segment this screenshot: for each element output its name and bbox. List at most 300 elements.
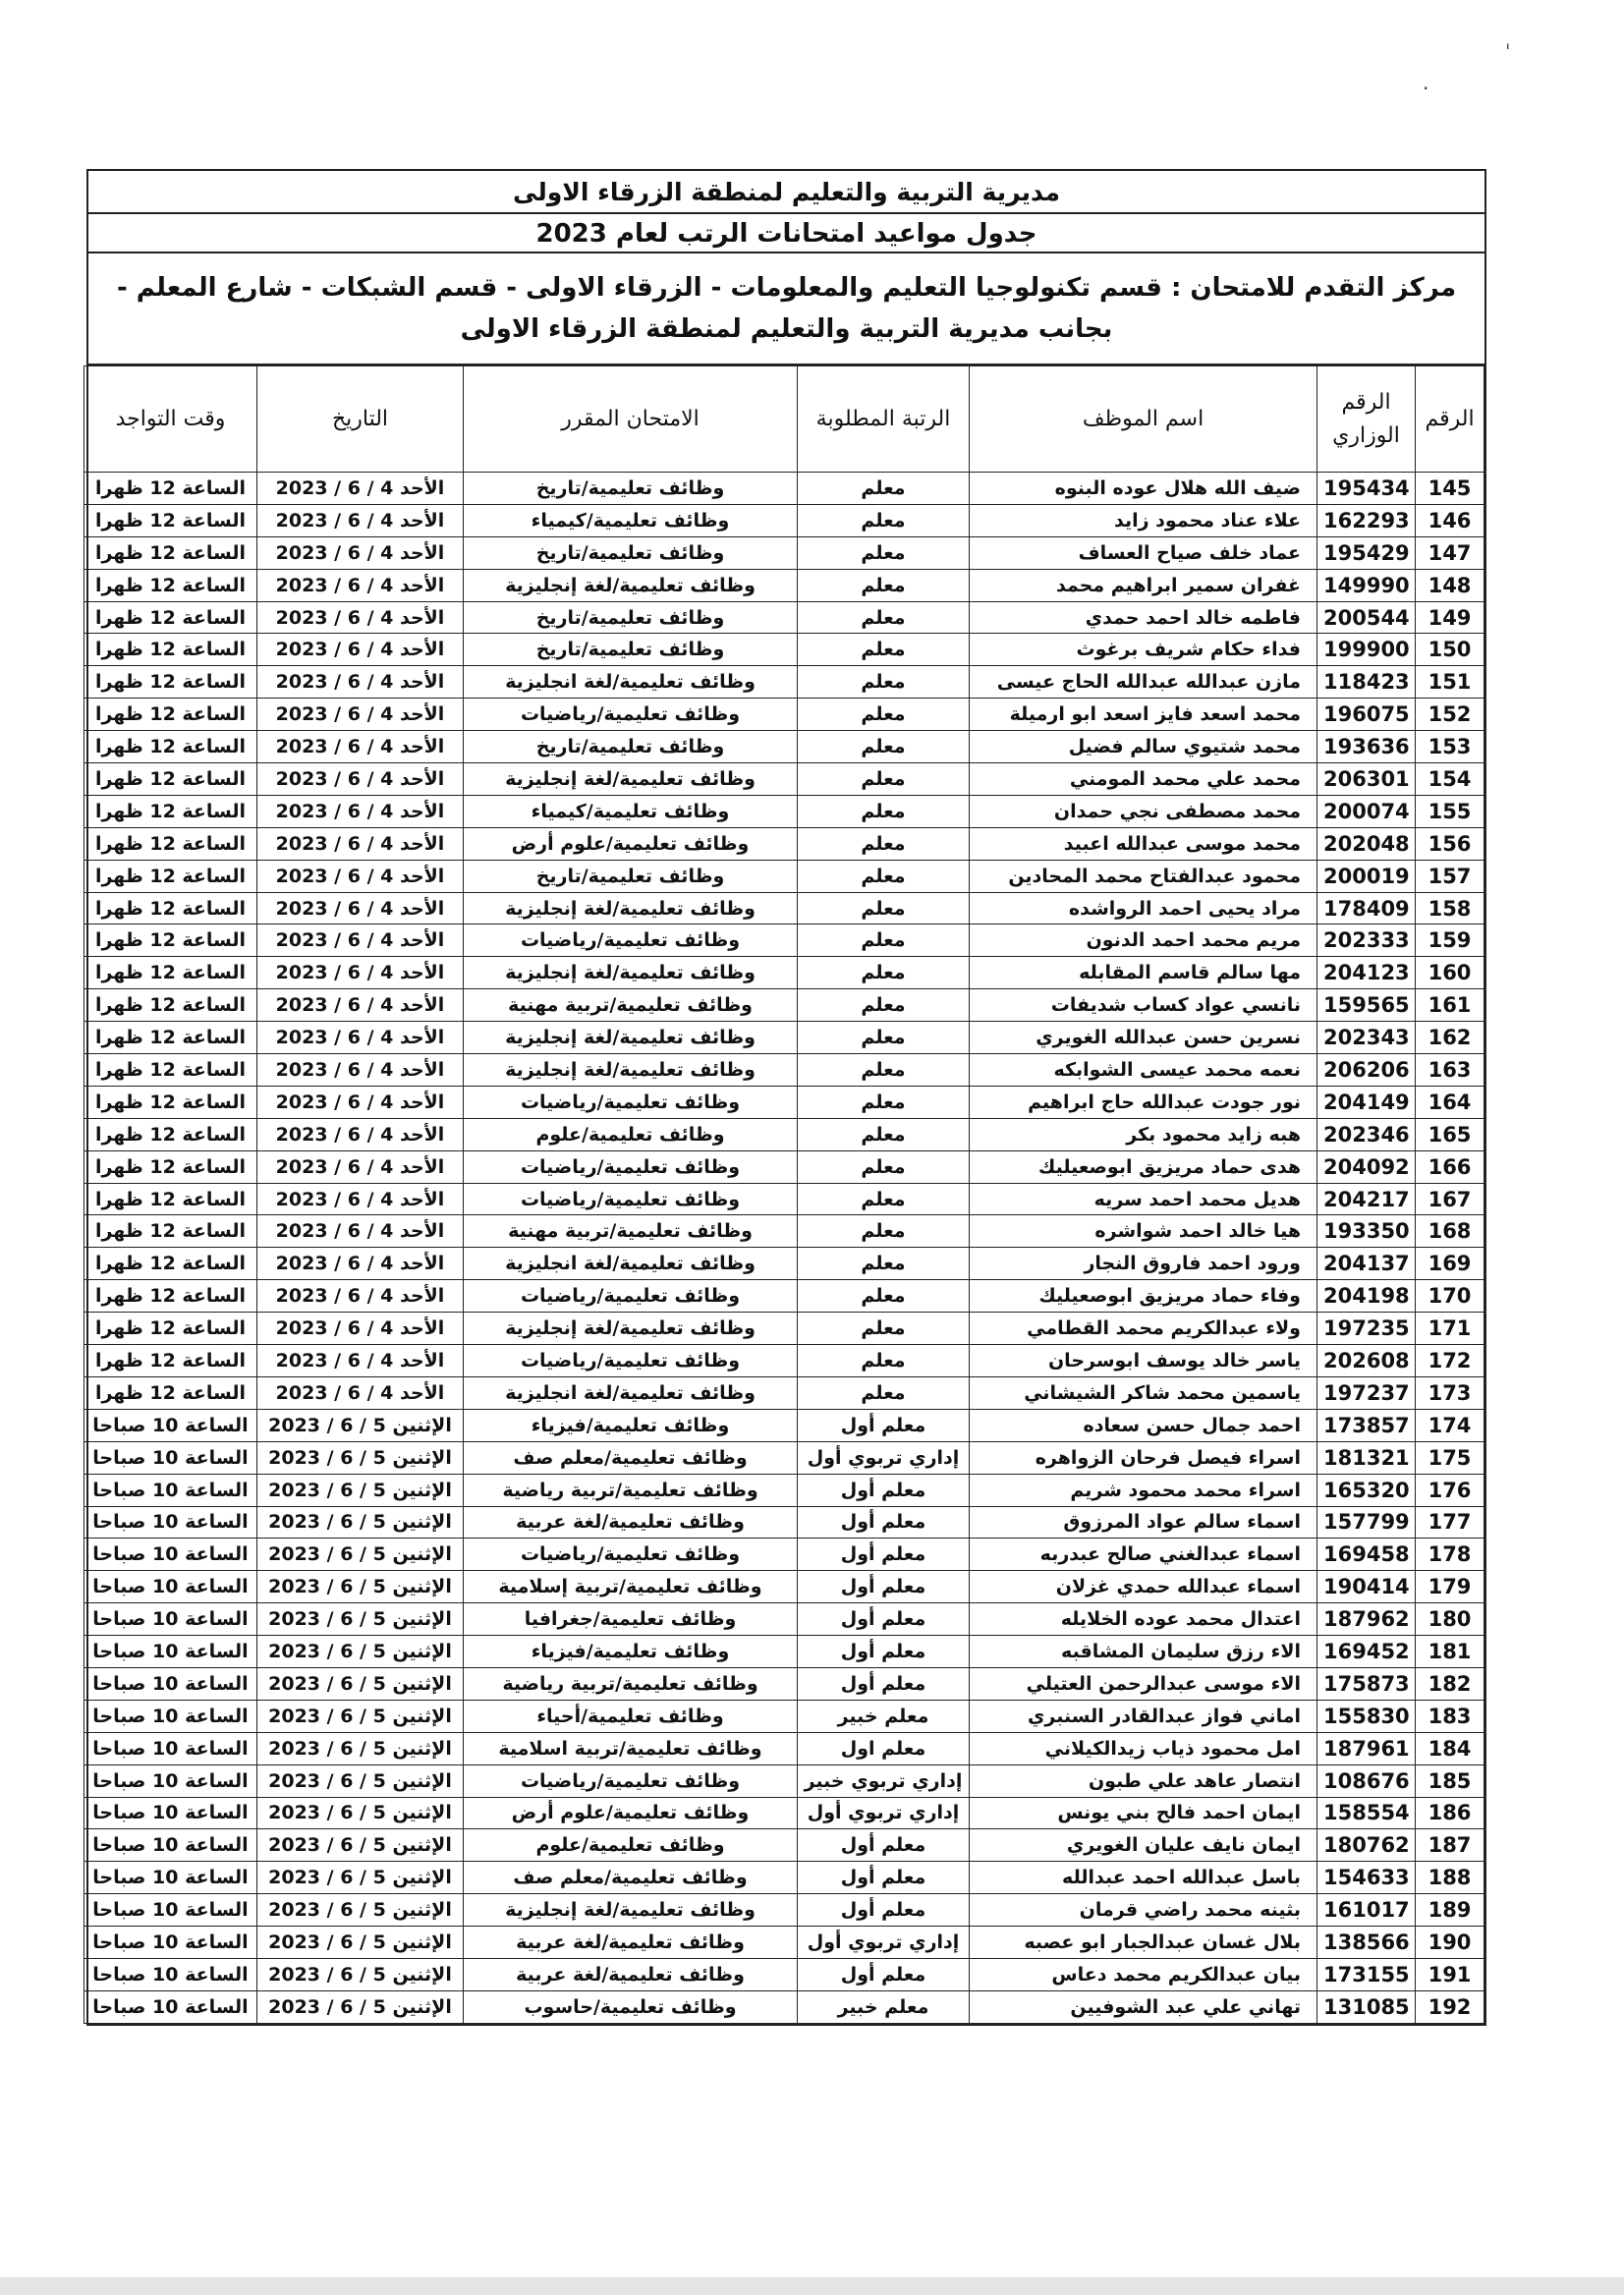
row-seq: 148 (1416, 569, 1484, 601)
row-time: الساعة 12 ظهرا (84, 827, 257, 860)
row-time: الساعة 12 ظهرا (84, 763, 257, 796)
row-ministry-number: 154633 (1317, 1862, 1416, 1894)
row-exam: وظائف تعليمية/تربية مهنية (464, 1215, 798, 1248)
row-employee-name: بيان عبدالكريم محمد دعاس (970, 1958, 1317, 1990)
row-rank: معلم (798, 924, 970, 957)
table-row (84, 1539, 1484, 1571)
row-rank: معلم أول (798, 1474, 970, 1506)
row-employee-name: اسماء عبدالله حمدي غزلان (970, 1571, 1317, 1603)
row-seq: 184 (1416, 1732, 1484, 1764)
row-date: الأحد 4 / 6 / 2023 (257, 1086, 464, 1118)
row-employee-name: مازن عبدالله عبدالله الحاج عيسى (970, 666, 1317, 699)
row-rank: معلم (798, 1248, 970, 1280)
row-seq: 187 (1416, 1829, 1484, 1862)
row-seq: 151 (1416, 666, 1484, 699)
row-time: الساعة 12 ظهرا (84, 795, 257, 827)
row-time: الساعة 12 ظهرا (84, 1022, 257, 1054)
row-exam: وظائف تعليمية/رياضيات (464, 1183, 798, 1215)
row-rank: معلم أول (798, 1409, 970, 1441)
row-employee-name: هبه زايد محمود بكر (970, 1118, 1317, 1150)
row-date: الإثنين 5 / 6 / 2023 (257, 1441, 464, 1474)
row-time: الساعة 12 ظهرا (84, 504, 257, 536)
row-time: الساعة 12 ظهرا (84, 666, 257, 699)
row-time: الساعة 12 ظهرا (84, 1086, 257, 1118)
row-date: الأحد 4 / 6 / 2023 (257, 536, 464, 569)
exam-schedule-table (84, 365, 1484, 2024)
row-time: الساعة 10 صباحا (84, 1667, 257, 1700)
table-row (84, 1345, 1484, 1377)
row-time: الساعة 12 ظهرا (84, 1118, 257, 1150)
table-row (84, 1667, 1484, 1700)
row-rank: معلم أول (798, 1571, 970, 1603)
row-exam: وظائف تعليمية/تاريخ (464, 731, 798, 763)
row-exam: وظائف تعليمية/رياضيات (464, 1150, 798, 1183)
row-employee-name: علاء عناد محمود زايد (970, 504, 1317, 536)
table-row (84, 1054, 1484, 1087)
row-rank: معلم (798, 1376, 970, 1409)
table-row (84, 827, 1484, 860)
row-seq: 183 (1416, 1700, 1484, 1732)
row-date: الأحد 4 / 6 / 2023 (257, 892, 464, 924)
row-exam: وظائف تعليمية/تربية مهنية (464, 989, 798, 1022)
row-ministry-number: 206206 (1317, 1054, 1416, 1087)
row-rank: معلم (798, 666, 970, 699)
row-seq: 159 (1416, 924, 1484, 957)
row-seq: 158 (1416, 892, 1484, 924)
row-date: الإثنين 5 / 6 / 2023 (257, 1506, 464, 1539)
row-employee-name: بثينه محمد راضي قرمان (970, 1894, 1317, 1927)
row-exam: وظائف تعليمية/تاريخ (464, 536, 798, 569)
row-ministry-number: 193636 (1317, 731, 1416, 763)
table-row (84, 1636, 1484, 1668)
table-row (84, 1086, 1484, 1118)
row-exam: وظائف تعليمية/رياضيات (464, 699, 798, 731)
row-rank: معلم (798, 1022, 970, 1054)
row-exam: وظائف تعليمية/تربية إسلامية (464, 1571, 798, 1603)
row-ministry-number: 204137 (1317, 1248, 1416, 1280)
row-seq: 157 (1416, 860, 1484, 892)
row-rank: معلم (798, 1215, 970, 1248)
row-exam: وظائف تعليمية/جغرافيا (464, 1603, 798, 1636)
row-date: الأحد 4 / 6 / 2023 (257, 731, 464, 763)
row-exam: وظائف تعليمية/رياضيات (464, 924, 798, 957)
row-time: الساعة 12 ظهرا (84, 892, 257, 924)
row-seq: 175 (1416, 1441, 1484, 1474)
table-row (84, 1797, 1484, 1829)
header-ministry-number: الرقم الوزاري (1317, 366, 1416, 473)
row-seq: 163 (1416, 1054, 1484, 1087)
row-employee-name: نور جودت عبدالله حاج ابراهيم (970, 1086, 1317, 1118)
row-exam: وظائف تعليمية/رياضيات (464, 1345, 798, 1377)
row-ministry-number: 195434 (1317, 473, 1416, 505)
row-ministry-number: 204217 (1317, 1183, 1416, 1215)
table-header-row (84, 366, 1484, 473)
row-rank: معلم أول (798, 1667, 970, 1700)
row-time: الساعة 12 ظهرا (84, 1345, 257, 1377)
row-seq: 168 (1416, 1215, 1484, 1248)
table-row (84, 989, 1484, 1022)
row-date: الأحد 4 / 6 / 2023 (257, 1118, 464, 1150)
row-employee-name: محمد مصطفى نجي حمدان (970, 795, 1317, 827)
exam-center-address: مركز التقدم للامتحان : قسم تكنولوجيا التعليم والمعلومات - الزرقاء الاولى - قسم الشبكات - شارع المعلم - بجانب مديرية التربية والتعليم لمنطقة الزرقاء الاولى (88, 253, 1484, 365)
row-time: الساعة 12 ظهرا (84, 731, 257, 763)
table-row (84, 1441, 1484, 1474)
row-date: الأحد 4 / 6 / 2023 (257, 827, 464, 860)
row-rank: معلم أول (798, 1603, 970, 1636)
scan-mark-dot: · (1423, 77, 1429, 100)
row-seq: 176 (1416, 1474, 1484, 1506)
row-employee-name: مريم محمد احمد الدنون (970, 924, 1317, 957)
row-seq: 172 (1416, 1345, 1484, 1377)
row-date: الأحد 4 / 6 / 2023 (257, 989, 464, 1022)
row-seq: 190 (1416, 1927, 1484, 1959)
row-employee-name: ضيف الله هلال عوده البنوه (970, 473, 1317, 505)
row-time: الساعة 12 ظهرا (84, 569, 257, 601)
row-employee-name: احمد جمال حسن سعاده (970, 1409, 1317, 1441)
row-employee-name: ايمان نايف عليان الغويري (970, 1829, 1317, 1862)
row-ministry-number: 118423 (1317, 666, 1416, 699)
row-time: الساعة 10 صباحا (84, 1764, 257, 1797)
row-exam: وظائف تعليمية/رياضيات (464, 1280, 798, 1313)
row-time: الساعة 10 صباحا (84, 1506, 257, 1539)
row-seq: 182 (1416, 1667, 1484, 1700)
row-time: الساعة 10 صباحا (84, 1990, 257, 2023)
row-time: الساعة 12 ظهرا (84, 860, 257, 892)
row-ministry-number: 193350 (1317, 1215, 1416, 1248)
row-employee-name: محمد اسعد فايز اسعد ابو ارميلة (970, 699, 1317, 731)
row-seq: 149 (1416, 601, 1484, 634)
table-row (84, 473, 1484, 505)
row-rank: معلم أول (798, 1539, 970, 1571)
row-rank: معلم اول (798, 1732, 970, 1764)
row-time: الساعة 12 ظهرا (84, 1054, 257, 1087)
table-row (84, 763, 1484, 796)
row-seq: 169 (1416, 1248, 1484, 1280)
row-date: الإثنين 5 / 6 / 2023 (257, 1636, 464, 1668)
row-employee-name: الاء موسى عبدالرحمن العتيلي (970, 1667, 1317, 1700)
row-exam: وظائف تعليمية/لغة عربية (464, 1927, 798, 1959)
row-exam: وظائف تعليمية/فيزياء (464, 1636, 798, 1668)
row-time: الساعة 12 ظهرا (84, 634, 257, 666)
row-ministry-number: 155830 (1317, 1700, 1416, 1732)
row-exam: وظائف تعليمية/لغة إنجليزية (464, 763, 798, 796)
row-employee-name: هيا خالد احمد شواشره (970, 1215, 1317, 1248)
row-employee-name: اماني فواز عبدالقادر السنبري (970, 1700, 1317, 1732)
row-seq: 180 (1416, 1603, 1484, 1636)
row-ministry-number: 200019 (1317, 860, 1416, 892)
row-seq: 167 (1416, 1183, 1484, 1215)
row-exam: وظائف تعليمية/علوم (464, 1118, 798, 1150)
row-ministry-number: 199900 (1317, 634, 1416, 666)
table-row (84, 1313, 1484, 1345)
row-time: الساعة 12 ظهرا (84, 1183, 257, 1215)
row-seq: 165 (1416, 1118, 1484, 1150)
row-date: الإثنين 5 / 6 / 2023 (257, 1829, 464, 1862)
row-exam: وظائف تعليمية/تاريخ (464, 634, 798, 666)
row-rank: معلم أول (798, 1958, 970, 1990)
table-row (84, 504, 1484, 536)
row-date: الإثنين 5 / 6 / 2023 (257, 1764, 464, 1797)
row-exam: وظائف تعليمية/لغة إنجليزية (464, 892, 798, 924)
row-exam: وظائف تعليمية/تربية رياضية (464, 1474, 798, 1506)
row-date: الإثنين 5 / 6 / 2023 (257, 1667, 464, 1700)
row-seq: 178 (1416, 1539, 1484, 1571)
table-row (84, 1990, 1484, 2023)
row-employee-name: نسرين حسن عبدالله الغويري (970, 1022, 1317, 1054)
row-seq: 161 (1416, 989, 1484, 1022)
row-seq: 150 (1416, 634, 1484, 666)
row-exam: وظائف تعليمية/تربية اسلامية (464, 1732, 798, 1764)
row-exam: وظائف تعليمية/معلم صف (464, 1862, 798, 1894)
row-employee-name: فاطمه خالد احمد حمدي (970, 601, 1317, 634)
row-time: الساعة 10 صباحا (84, 1571, 257, 1603)
row-ministry-number: 108676 (1317, 1764, 1416, 1797)
table-row (84, 795, 1484, 827)
row-seq: 191 (1416, 1958, 1484, 1990)
row-rank: معلم (798, 989, 970, 1022)
row-rank: معلم (798, 892, 970, 924)
row-exam: وظائف تعليمية/فيزياء (464, 1409, 798, 1441)
table-row (84, 1409, 1484, 1441)
row-rank: معلم (798, 504, 970, 536)
row-exam: وظائف تعليمية/لغة إنجليزية (464, 1313, 798, 1345)
row-ministry-number: 169452 (1317, 1636, 1416, 1668)
row-employee-name: نعمه محمد عيسى الشوابكه (970, 1054, 1317, 1087)
row-rank: معلم (798, 601, 970, 634)
table-row (84, 1506, 1484, 1539)
row-date: الأحد 4 / 6 / 2023 (257, 924, 464, 957)
row-date: الإثنين 5 / 6 / 2023 (257, 1539, 464, 1571)
row-employee-name: الاء رزق سليمان المشاقبه (970, 1636, 1317, 1668)
table-row (84, 1183, 1484, 1215)
row-employee-name: محمد موسى عبدالله اعبيد (970, 827, 1317, 860)
row-time: الساعة 12 ظهرا (84, 1280, 257, 1313)
row-time: الساعة 12 ظهرا (84, 473, 257, 505)
row-date: الأحد 4 / 6 / 2023 (257, 699, 464, 731)
row-ministry-number: 187962 (1317, 1603, 1416, 1636)
row-exam: وظائف تعليمية/تاريخ (464, 473, 798, 505)
row-date: الأحد 4 / 6 / 2023 (257, 763, 464, 796)
table-row (84, 1118, 1484, 1150)
row-rank: معلم (798, 1313, 970, 1345)
row-exam: وظائف تعليمية/لغة انجليزية (464, 1248, 798, 1280)
row-date: الأحد 4 / 6 / 2023 (257, 1054, 464, 1087)
row-employee-name: ايمان احمد فالح بني يونس (970, 1797, 1317, 1829)
row-date: الأحد 4 / 6 / 2023 (257, 1248, 464, 1280)
row-exam: وظائف تعليمية/أحياء (464, 1700, 798, 1732)
row-ministry-number: 165320 (1317, 1474, 1416, 1506)
row-date: الأحد 4 / 6 / 2023 (257, 569, 464, 601)
row-employee-name: اسراء فيصل فرحان الزواهره (970, 1441, 1317, 1474)
row-time: الساعة 10 صباحا (84, 1474, 257, 1506)
row-employee-name: تهاني علي عبد الشوفيين (970, 1990, 1317, 2023)
row-seq: 170 (1416, 1280, 1484, 1313)
row-date: الإثنين 5 / 6 / 2023 (257, 1732, 464, 1764)
row-exam: وظائف تعليمية/لغة إنجليزية (464, 1054, 798, 1087)
row-exam: وظائف تعليمية/علوم أرض (464, 1797, 798, 1829)
row-exam: وظائف تعليمية/تاريخ (464, 860, 798, 892)
row-exam: وظائف تعليمية/لغة انجليزية (464, 666, 798, 699)
row-seq: 162 (1416, 1022, 1484, 1054)
row-employee-name: ياسر خالد يوسف ابوسرحان (970, 1345, 1317, 1377)
row-employee-name: غفران سمير ابراهيم محمد (970, 569, 1317, 601)
row-rank: معلم أول (798, 1862, 970, 1894)
table-row (84, 1280, 1484, 1313)
row-rank: معلم (798, 634, 970, 666)
row-rank: معلم (798, 1118, 970, 1150)
row-exam: وظائف تعليمية/تاريخ (464, 601, 798, 634)
table-row (84, 1958, 1484, 1990)
row-date: الأحد 4 / 6 / 2023 (257, 473, 464, 505)
row-employee-name: باسل عبدالله احمد عبدالله (970, 1862, 1317, 1894)
row-date: الأحد 4 / 6 / 2023 (257, 666, 464, 699)
row-ministry-number: 162293 (1317, 504, 1416, 536)
row-time: الساعة 10 صباحا (84, 1700, 257, 1732)
row-time: الساعة 10 صباحا (84, 1441, 257, 1474)
row-time: الساعة 12 ظهرا (84, 699, 257, 731)
row-rank: معلم أول (798, 1894, 970, 1927)
row-exam: وظائف تعليمية/رياضيات (464, 1539, 798, 1571)
row-exam: وظائف تعليمية/علوم (464, 1829, 798, 1862)
header-attendance-time: وقت التواجد (84, 366, 257, 473)
row-date: الإثنين 5 / 6 / 2023 (257, 1571, 464, 1603)
schedule-sheet (86, 169, 1486, 2026)
row-exam: وظائف تعليمية/حاسوب (464, 1990, 798, 2023)
row-rank: معلم (798, 473, 970, 505)
table-row (84, 1829, 1484, 1862)
row-time: الساعة 10 صباحا (84, 1409, 257, 1441)
row-ministry-number: 202346 (1317, 1118, 1416, 1150)
row-ministry-number: 204149 (1317, 1086, 1416, 1118)
row-exam: وظائف تعليمية/تربية رياضية (464, 1667, 798, 1700)
row-date: الإثنين 5 / 6 / 2023 (257, 1700, 464, 1732)
row-seq: 181 (1416, 1636, 1484, 1668)
row-ministry-number: 131085 (1317, 1990, 1416, 2023)
row-ministry-number: 206301 (1317, 763, 1416, 796)
row-seq: 153 (1416, 731, 1484, 763)
row-exam: وظائف تعليمية/لغة عربية (464, 1506, 798, 1539)
header-date: التاريخ (257, 366, 464, 473)
row-time: الساعة 10 صباحا (84, 1797, 257, 1829)
row-ministry-number: 202333 (1317, 924, 1416, 957)
row-ministry-number: 202608 (1317, 1345, 1416, 1377)
row-seq: 185 (1416, 1764, 1484, 1797)
row-time: الساعة 12 ظهرا (84, 1376, 257, 1409)
row-seq: 174 (1416, 1409, 1484, 1441)
row-ministry-number: 200074 (1317, 795, 1416, 827)
row-rank: إداري تربوي خبير (798, 1764, 970, 1797)
row-date: الإثنين 5 / 6 / 2023 (257, 1862, 464, 1894)
header-employee-name: اسم الموظف (970, 366, 1317, 473)
row-employee-name: وفاء حماد مريزيق ابوصعيليك (970, 1280, 1317, 1313)
row-time: الساعة 10 صباحا (84, 1636, 257, 1668)
row-employee-name: اسماء عبدالغني صالح عبدربه (970, 1539, 1317, 1571)
row-ministry-number: 158554 (1317, 1797, 1416, 1829)
row-date: الأحد 4 / 6 / 2023 (257, 1022, 464, 1054)
row-time: الساعة 10 صباحا (84, 1862, 257, 1894)
row-date: الأحد 4 / 6 / 2023 (257, 860, 464, 892)
row-exam: وظائف تعليمية/رياضيات (464, 1086, 798, 1118)
row-time: الساعة 12 ظهرا (84, 924, 257, 957)
row-employee-name: انتصار عاهد علي طبون (970, 1764, 1317, 1797)
row-date: الأحد 4 / 6 / 2023 (257, 1313, 464, 1345)
row-seq: 179 (1416, 1571, 1484, 1603)
row-seq: 152 (1416, 699, 1484, 731)
row-rank: معلم (798, 569, 970, 601)
row-seq: 154 (1416, 763, 1484, 796)
row-employee-name: محمود عبدالفتاح محمد المحادين (970, 860, 1317, 892)
row-ministry-number: 204092 (1317, 1150, 1416, 1183)
row-exam: وظائف تعليمية/معلم صف (464, 1441, 798, 1474)
row-ministry-number: 178409 (1317, 892, 1416, 924)
row-seq: 177 (1416, 1506, 1484, 1539)
row-date: الإثنين 5 / 6 / 2023 (257, 1927, 464, 1959)
row-ministry-number: 196075 (1317, 699, 1416, 731)
row-ministry-number: 149990 (1317, 569, 1416, 601)
table-row (84, 1248, 1484, 1280)
row-date: الأحد 4 / 6 / 2023 (257, 795, 464, 827)
row-ministry-number: 175873 (1317, 1667, 1416, 1700)
row-seq: 171 (1416, 1313, 1484, 1345)
row-rank: معلم أول (798, 1636, 970, 1668)
row-time: الساعة 12 ظهرا (84, 989, 257, 1022)
table-row (84, 731, 1484, 763)
row-rank: معلم أول (798, 1829, 970, 1862)
row-ministry-number: 190414 (1317, 1571, 1416, 1603)
table-row (84, 634, 1484, 666)
row-ministry-number: 161017 (1317, 1894, 1416, 1927)
table-row (84, 1215, 1484, 1248)
row-time: الساعة 10 صباحا (84, 1894, 257, 1927)
header-seq: الرقم (1416, 366, 1484, 473)
table-row (84, 1376, 1484, 1409)
row-employee-name: مها سالم قاسم المقابله (970, 957, 1317, 989)
row-ministry-number: 159565 (1317, 989, 1416, 1022)
directorate-title: مديرية التربية والتعليم لمنطقة الزرقاء الاولى (88, 171, 1484, 214)
row-date: الأحد 4 / 6 / 2023 (257, 957, 464, 989)
row-time: الساعة 12 ظهرا (84, 957, 257, 989)
row-ministry-number: 187961 (1317, 1732, 1416, 1764)
row-time: الساعة 12 ظهرا (84, 1215, 257, 1248)
row-date: الإثنين 5 / 6 / 2023 (257, 1474, 464, 1506)
table-row (84, 957, 1484, 989)
row-rank: معلم (798, 1183, 970, 1215)
table-row (84, 1927, 1484, 1959)
row-employee-name: فداء حكام شريف برغوث (970, 634, 1317, 666)
row-employee-name: ولاء عبدالكريم محمد القطامي (970, 1313, 1317, 1345)
table-row (84, 1571, 1484, 1603)
table-row (84, 1603, 1484, 1636)
row-employee-name: اسراء محمد محمود شريم (970, 1474, 1317, 1506)
row-rank: إداري تربوي أول (798, 1927, 970, 1959)
row-date: الأحد 4 / 6 / 2023 (257, 1215, 464, 1248)
row-time: الساعة 12 ظهرا (84, 1313, 257, 1345)
row-date: الإثنين 5 / 6 / 2023 (257, 1894, 464, 1927)
table-row (84, 569, 1484, 601)
row-ministry-number: 204198 (1317, 1280, 1416, 1313)
row-employee-name: مراد يحيى احمد الرواشده (970, 892, 1317, 924)
row-time: الساعة 12 ظهرا (84, 536, 257, 569)
row-rank: معلم (798, 763, 970, 796)
row-rank: معلم (798, 860, 970, 892)
row-time: الساعة 10 صباحا (84, 1829, 257, 1862)
row-ministry-number: 197235 (1317, 1313, 1416, 1345)
row-rank: معلم أول (798, 1506, 970, 1539)
row-ministry-number: 197237 (1317, 1376, 1416, 1409)
row-time: الساعة 12 ظهرا (84, 1248, 257, 1280)
row-date: الإثنين 5 / 6 / 2023 (257, 1409, 464, 1441)
row-employee-name: ياسمين محمد شاكر الشيشاني (970, 1376, 1317, 1409)
